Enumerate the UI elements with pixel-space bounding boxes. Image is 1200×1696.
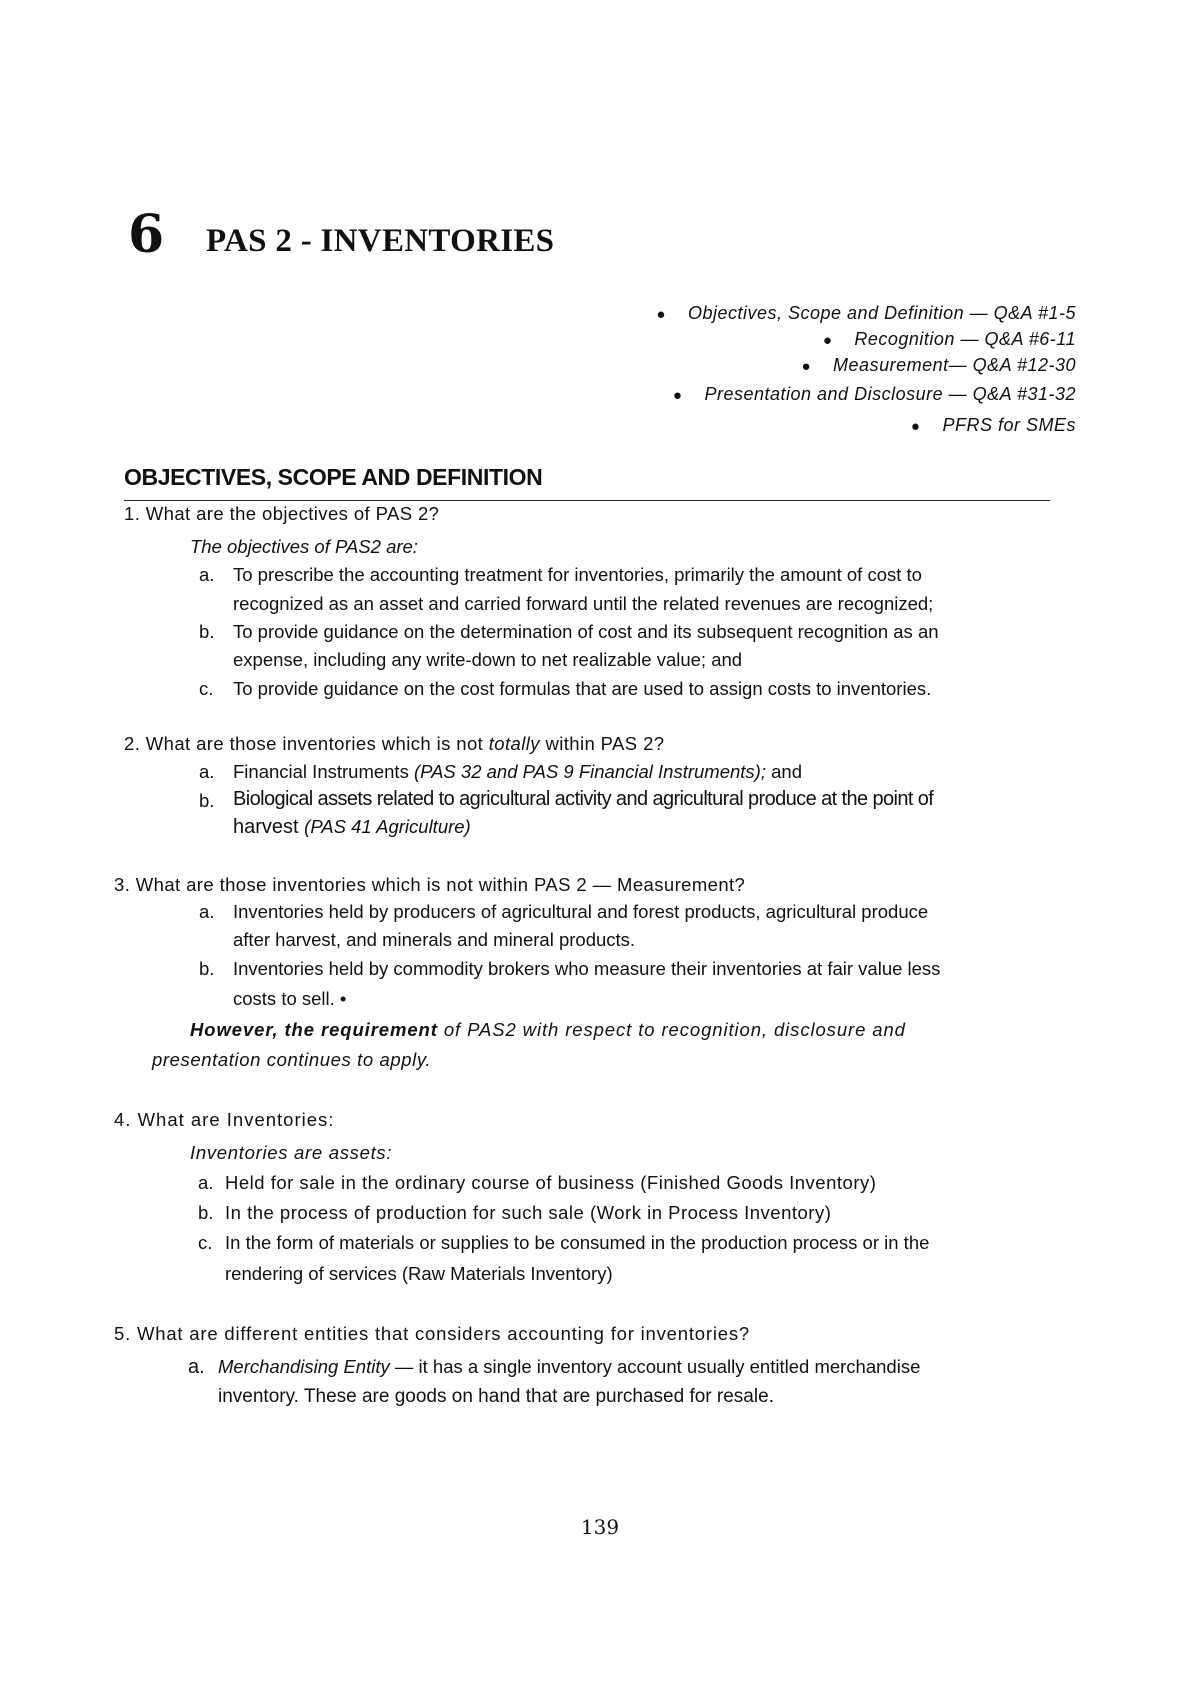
note-text: presentation continues to apply. xyxy=(152,1049,432,1070)
list-label: b. xyxy=(199,790,215,811)
list-item-text: recognized as an asset and carried forward until the related revenues are recognized; xyxy=(233,593,934,614)
question-2: 2. What are those inventories which is not totally within PAS 2? xyxy=(124,733,665,754)
list-item-text: Held for sale in the ordinary course of business (Finished Goods Inventory) xyxy=(225,1172,877,1193)
list-item-text: In the form of materials or supplies to be consumed in the production process or in the xyxy=(225,1232,930,1253)
question-3: 3. What are those inventories which is not within PAS 2 — Measurement? xyxy=(114,874,746,895)
toc-item-recognition: ● Recognition — Q&A #6-11 xyxy=(822,329,1076,349)
chapter-number: 6 xyxy=(128,204,165,265)
question-1: 1. What are the objectives of PAS 2? xyxy=(124,503,440,524)
list-label: b. xyxy=(199,958,215,979)
note-text: However, the requirement of PAS2 with respect to recognition, disclosure and xyxy=(190,1019,906,1040)
list-item-text: after harvest, and minerals and mineral products. xyxy=(233,929,636,950)
list-item-text: rendering of services (Raw Materials Inventory) xyxy=(225,1263,613,1284)
list-item-text: To prescribe the accounting treatment for inventories, primarily the amount of cost to xyxy=(233,564,922,585)
bullet-icon: ● xyxy=(672,387,683,404)
bullet-icon: ● xyxy=(801,358,812,375)
list-label: a. xyxy=(198,1172,214,1193)
list-label: b. xyxy=(198,1202,214,1223)
toc-item-presentation: ● Presentation and Disclosure — Q&A #31-32 xyxy=(672,384,1076,404)
list-item-text: inventory. These are goods on hand that are purchased for resale. xyxy=(218,1386,774,1407)
list-item-text: In the process of production for such sale (Work in Process Inventory) xyxy=(225,1202,832,1223)
list-item-text: Financial Instruments (PAS 32 and PAS 9 Financial Instruments); and xyxy=(233,761,802,782)
list-item-text: To provide guidance on the cost formulas that are used to assign costs to inventories. xyxy=(233,678,932,699)
page-number: 139 xyxy=(580,1515,620,1539)
section-title: OBJECTIVES, SCOPE AND DEFINITION xyxy=(124,464,543,490)
list-item-text: Inventories held by producers of agricultural and forest products, agricultural produce xyxy=(233,901,929,922)
list-label: c. xyxy=(198,1232,213,1253)
toc-item-objectives: ● Objectives, Scope and Definition — Q&A #1-5 xyxy=(656,303,1076,323)
list-item-text: Biological assets related to agricultural activity and agricultural produce at the point of xyxy=(233,788,934,810)
section-divider xyxy=(124,500,1050,501)
list-item-text: costs to sell. • xyxy=(233,988,347,1009)
list-label: a. xyxy=(199,901,215,922)
list-item-text: Merchandising Entity — it has a single inventory account usually entitled merchandise xyxy=(218,1356,921,1377)
toc-item-measurement: ● Measurement— Q&A #12-30 xyxy=(801,355,1076,375)
question-5: 5. What are different entities that considers accounting for inventories? xyxy=(114,1323,750,1344)
question-4-intro: Inventories are assets: xyxy=(190,1142,393,1163)
list-item-text: Inventories held by commodity brokers who measure their inventories at fair value less xyxy=(233,958,941,979)
list-label: a. xyxy=(188,1356,205,1378)
bullet-icon: ● xyxy=(656,306,666,323)
chapter-title: PAS 2 - INVENTORIES xyxy=(206,223,555,259)
question-1-intro: The objectives of PAS2 are: xyxy=(190,536,418,557)
list-label: a. xyxy=(199,761,215,782)
toc-item-pfrs-smes: ● PFRS for SMEs xyxy=(910,415,1076,435)
list-label: c. xyxy=(199,678,214,699)
list-item-text: expense, including any write-down to net realizable value; and xyxy=(233,649,743,670)
list-item-text: harvest (PAS 41 Agriculture) xyxy=(233,816,471,838)
bullet-icon: ● xyxy=(822,332,833,349)
question-4: 4. What are Inventories: xyxy=(114,1109,335,1130)
list-label: a. xyxy=(199,564,215,585)
list-item-text: To provide guidance on the determination of cost and its subsequent recognition as an xyxy=(233,621,939,642)
bullet-icon: ● xyxy=(910,418,921,435)
list-label: b. xyxy=(199,621,215,642)
